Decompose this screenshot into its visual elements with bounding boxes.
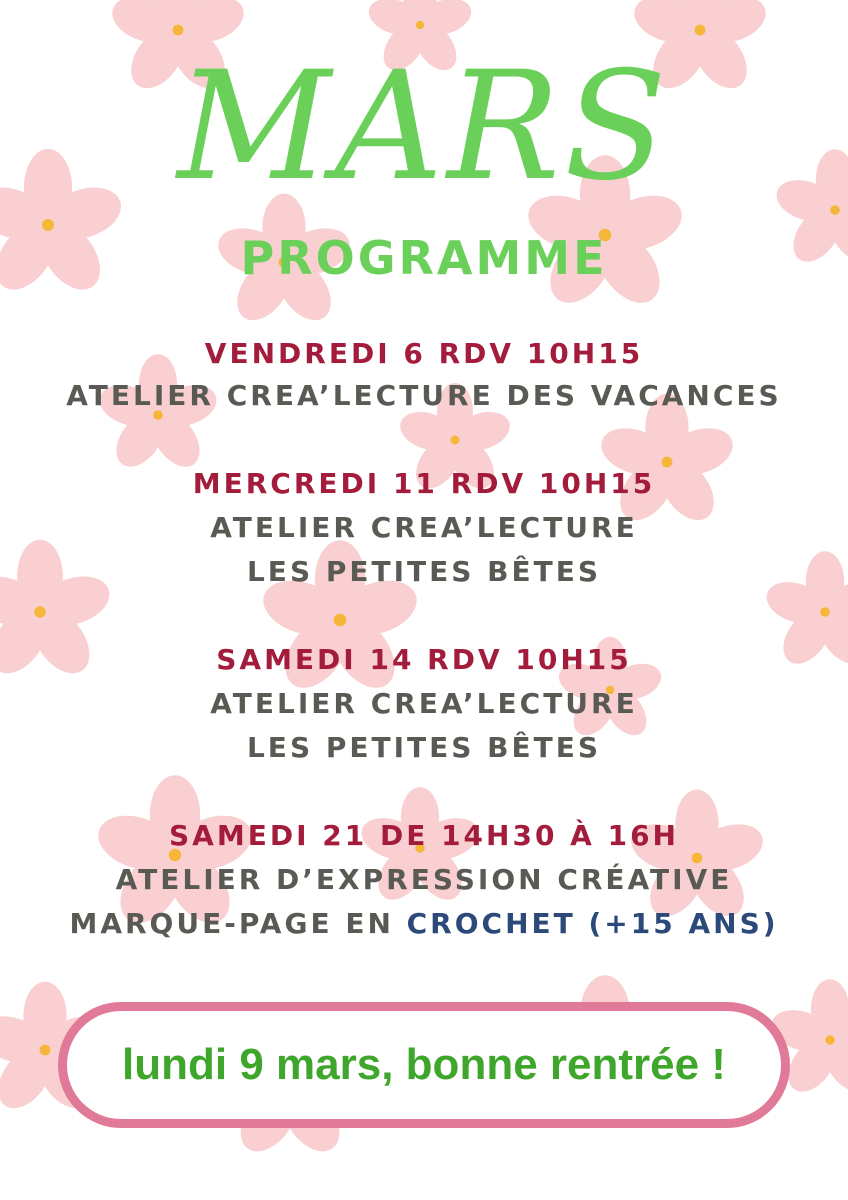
event-date: SAMEDI 21 DE 14H30 À 16H xyxy=(169,819,679,852)
event-description: ATELIER CREA’LECTURE xyxy=(210,511,638,544)
event-description-crochet xyxy=(0,906,848,942)
event-description: LES PETITES BÊTES xyxy=(246,555,602,588)
announcement-banner xyxy=(58,1002,790,1128)
banner-text: lundi 9 mars, bonne rentrée ! xyxy=(122,1040,726,1089)
crochet-highlight: CROCHET xyxy=(406,907,576,940)
event-description: ATELIER CREA’LECTURE DES VACANCES xyxy=(66,379,782,412)
event-date: MERCREDI 11 RDV 10H15 xyxy=(192,467,656,500)
event-description: ATELIER CREA’LECTURE xyxy=(210,687,638,720)
age-note: (+15 ANS) xyxy=(575,907,779,940)
page-subtitle: PROGRAMME xyxy=(240,231,608,285)
event-date: SAMEDI 14 RDV 10H15 xyxy=(216,643,632,676)
event-date: VENDREDI 6 RDV 10H15 xyxy=(204,337,644,370)
event-description: LES PETITES BÊTES xyxy=(246,731,602,764)
text-segment: MARQUE-PAGE EN xyxy=(69,907,407,940)
page-title: MARS xyxy=(177,40,671,214)
event-description: ATELIER D’EXPRESSION CRÉATIVE xyxy=(115,863,733,896)
